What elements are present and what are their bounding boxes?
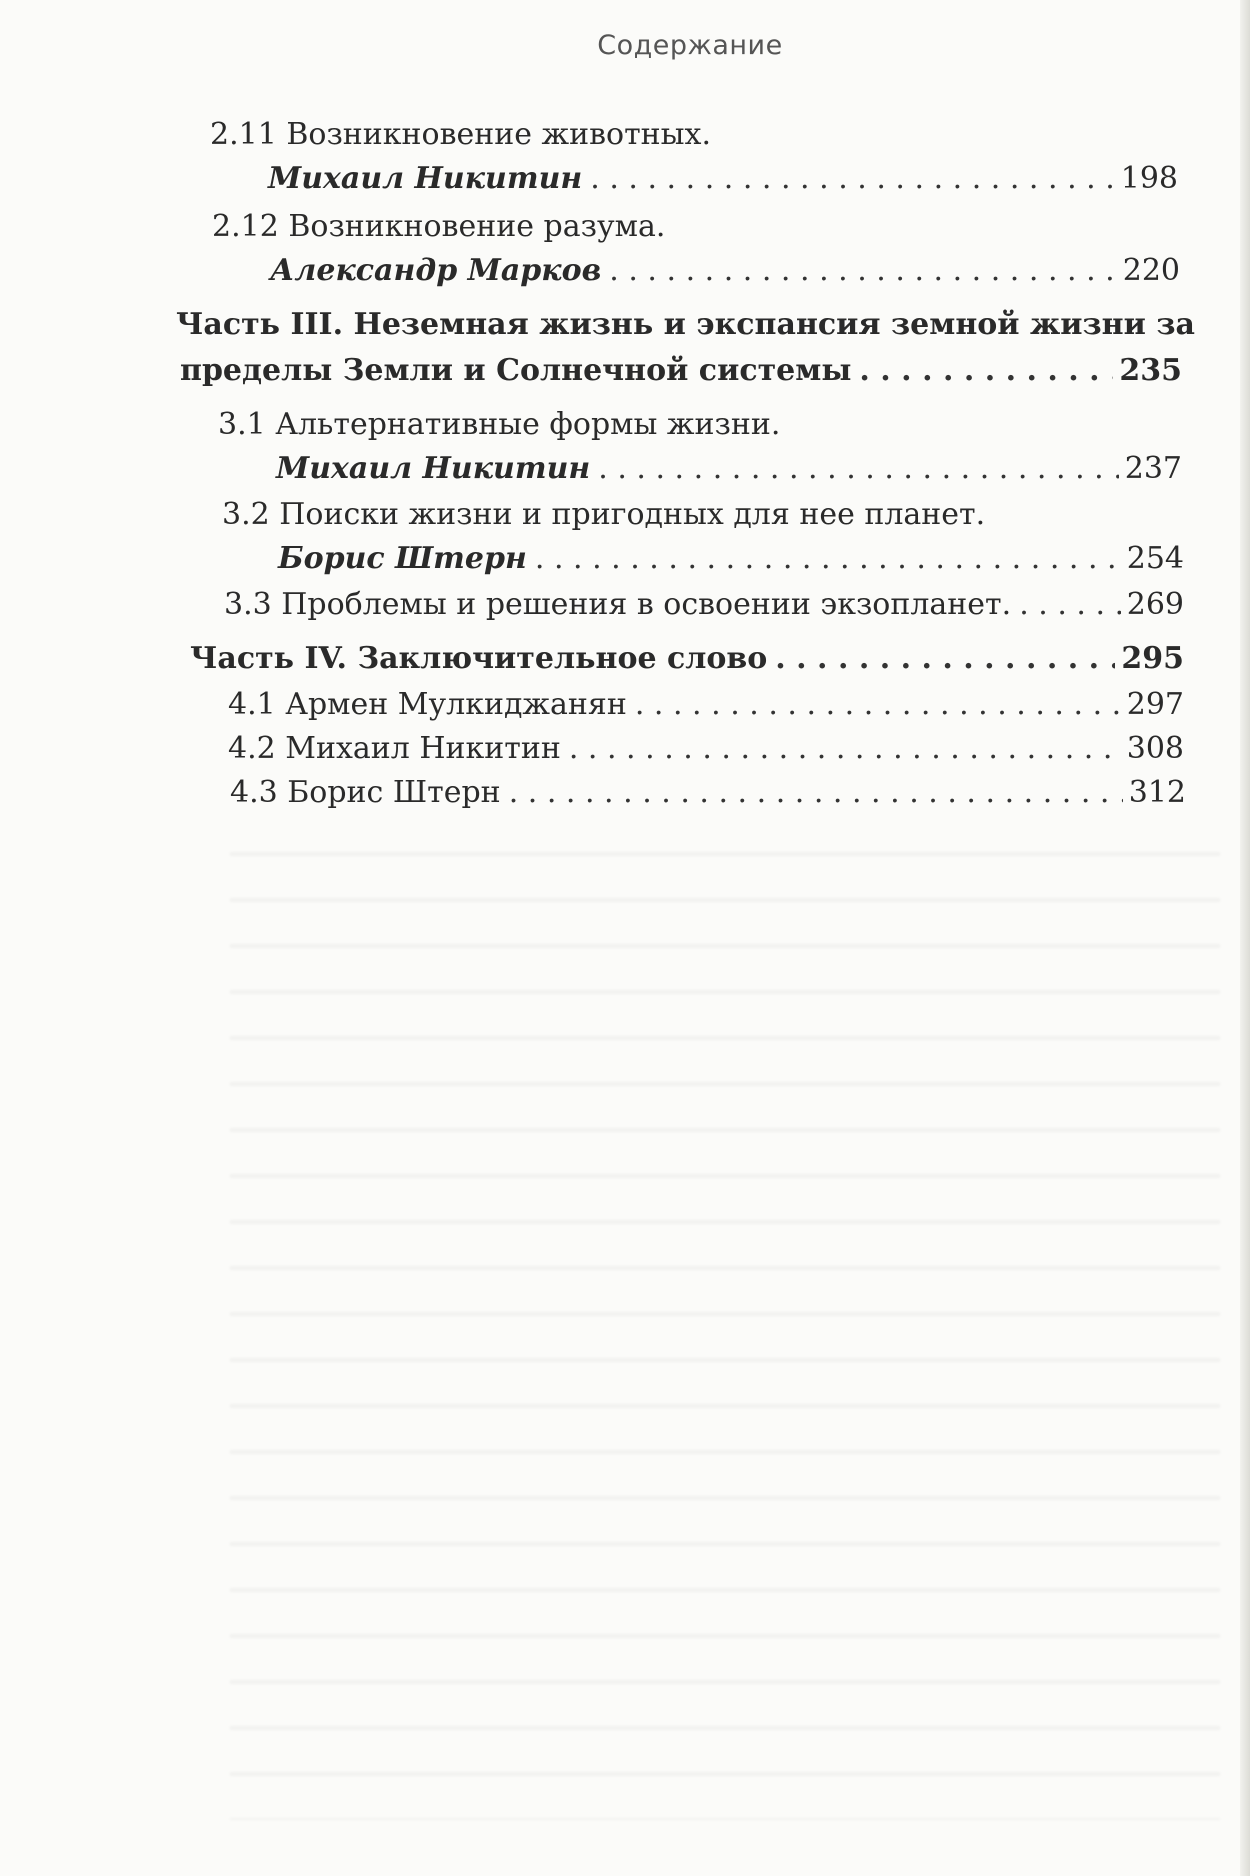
toc-entry-2-11-author-line	[268, 160, 1178, 198]
toc-entry-3-2-title: 3.2 Поиски жизни и пригодных для нее планет.	[222, 497, 986, 532]
toc-entry-3-1-page: 237	[1124, 451, 1182, 486]
toc-entry-3-1-author: Михаил Никитин	[276, 451, 591, 486]
toc-part-4-line	[190, 640, 1184, 678]
toc-entry-2-11-page: 198	[1120, 161, 1178, 196]
toc-entry-4-1-page: 297	[1126, 687, 1184, 722]
leader-dots	[609, 252, 1116, 290]
toc-entry-3-3-line	[224, 586, 1184, 624]
toc-entry-3-1-title: 3.1 Альтернативные формы жизни.	[218, 407, 781, 442]
toc-entry-2-11-author: Михаил Никитин	[268, 161, 583, 196]
toc-entry-3-2-author-line	[278, 540, 1184, 578]
toc-entry-3-2-page: 254	[1126, 541, 1184, 576]
running-head: Содержание	[597, 30, 783, 61]
leader-dots	[509, 774, 1123, 812]
toc-entry-4-1-title: 4.1 Армен Мулкиджанян	[228, 687, 627, 722]
toc-part-3-page: 235	[1119, 353, 1182, 388]
toc-part-4-title: Часть IV. Заключительное слово	[190, 641, 768, 676]
leader-dots	[598, 450, 1118, 488]
leader-dots	[635, 686, 1121, 724]
toc-entry-4-1-line	[228, 686, 1184, 724]
toc-entry-4-3-page: 312	[1128, 775, 1186, 810]
toc-entry-4-2-title: 4.2 Михаил Никитин	[228, 731, 561, 766]
leader-dots	[859, 352, 1113, 390]
leader-dots	[569, 730, 1121, 768]
toc-part-3-line2	[180, 352, 1182, 390]
toc-part-4-page: 295	[1121, 641, 1184, 676]
toc-entry-2-12-author: Александр Марков	[270, 253, 602, 288]
page-edge-shadow	[1240, 0, 1250, 1876]
leader-dots	[775, 640, 1115, 678]
toc-entry-4-2-page: 308	[1126, 731, 1184, 766]
toc-part-3-title-line2: пределы Земли и Солнечной системы	[180, 353, 852, 388]
toc-entry-2-12-title: 2.12 Возникновение разума.	[212, 209, 666, 244]
toc-entry-3-2-author: Борис Штерн	[278, 541, 527, 576]
toc-part-3-title-line1: Часть III. Неземная жизнь и экспансия земной жизни за	[176, 307, 1195, 342]
leader-dots	[1019, 586, 1121, 624]
toc-entry-2-12-author-line	[270, 252, 1180, 290]
toc-entry-3-1-author-line	[276, 450, 1182, 488]
leader-dots	[535, 540, 1121, 578]
toc-entry-4-3-line	[230, 774, 1186, 812]
show-through-from-reverse-page	[230, 820, 1220, 1820]
toc-entry-2-12-page: 220	[1122, 253, 1180, 288]
toc-entry-4-2-line	[228, 730, 1184, 768]
toc-entry-3-3-title: 3.3 Проблемы и решения в освоении экзопланет.	[224, 587, 1012, 622]
toc-entry-4-3-title: 4.3 Борис Штерн	[230, 775, 501, 810]
leader-dots	[590, 160, 1114, 198]
toc-entry-3-3-page: 269	[1126, 587, 1184, 622]
toc-entry-2-11-title: 2.11 Возникновение животных.	[210, 117, 711, 152]
